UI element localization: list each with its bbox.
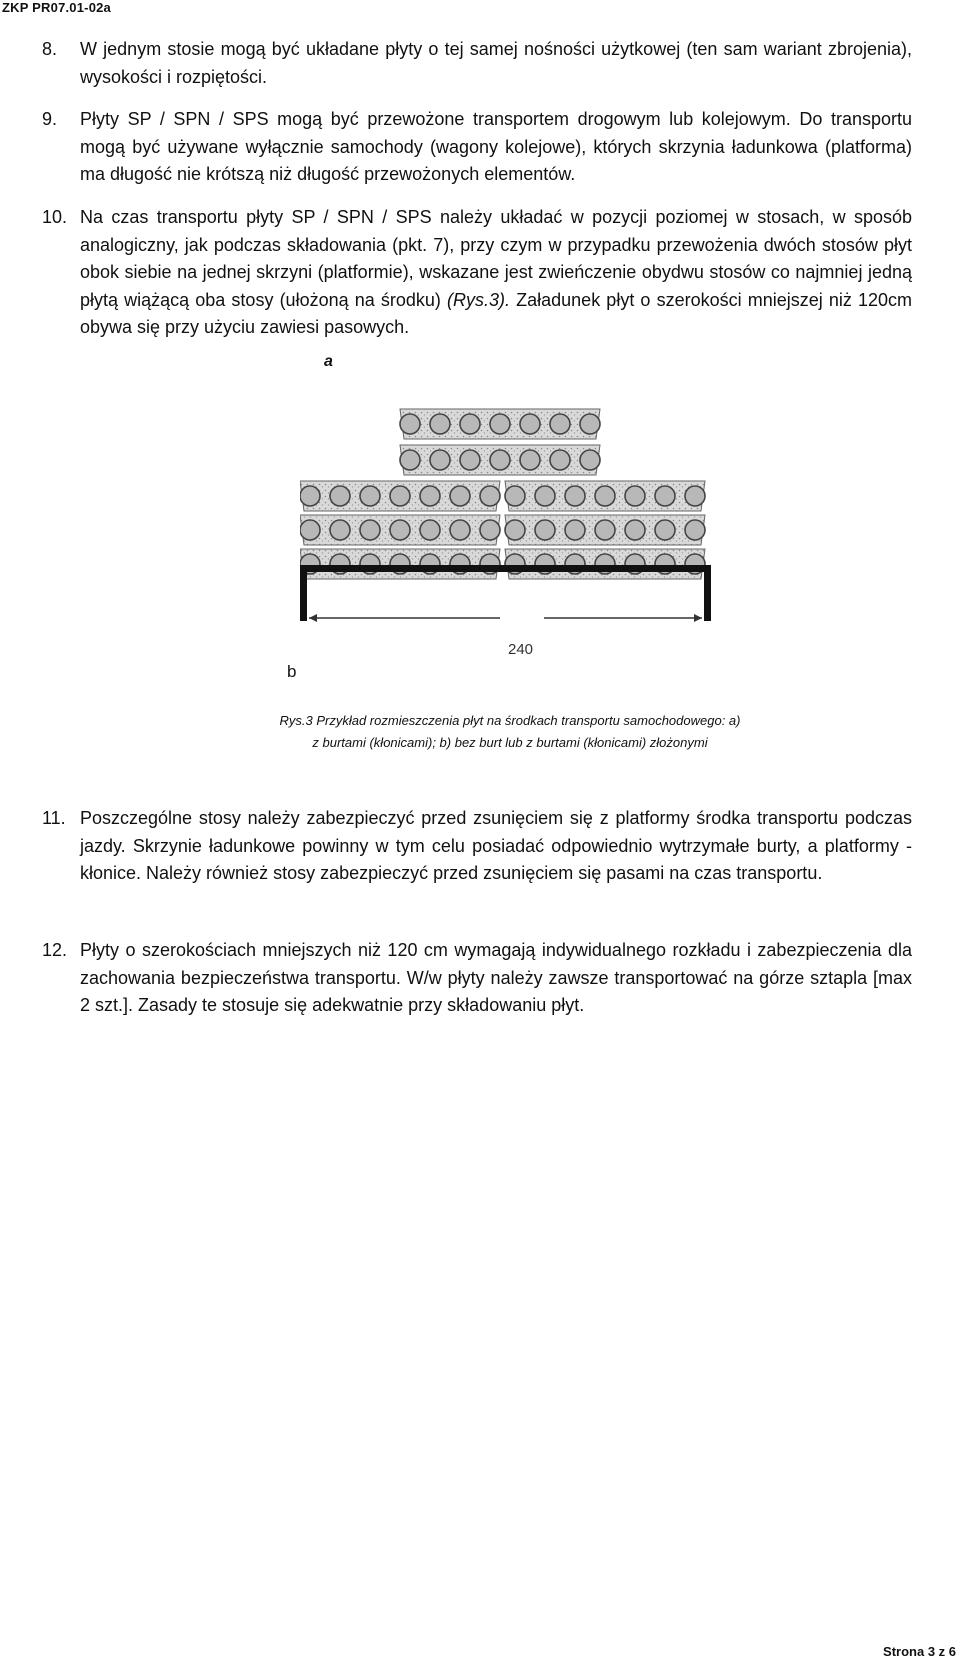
slab-hollow-core [520, 414, 540, 434]
hollow-core-slab [300, 515, 500, 545]
slab-hollow-core [400, 450, 420, 470]
hollow-core-slab [400, 445, 600, 475]
slab-hollow-core [460, 450, 480, 470]
slab-hollow-core [505, 520, 525, 540]
slab-hollow-core [360, 520, 380, 540]
slab-hollow-core [300, 520, 320, 540]
list-item-12 [42, 937, 912, 1020]
slab-hollow-core [430, 450, 450, 470]
slab-hollow-core [595, 520, 615, 540]
slab-hollow-core [430, 414, 450, 434]
slab-hollow-core [360, 486, 380, 506]
slab-stacks [300, 409, 705, 579]
list-item-text: W jednym stosie mogą być układane płyty o tej samej nośności użytkowej (ten sam wariant zbrojenia), wysokości i rozpiętości. [80, 39, 912, 87]
slab-hollow-core [330, 486, 350, 506]
slab-hollow-core [550, 450, 570, 470]
dimension-label: 240 [508, 641, 534, 658]
slab-hollow-core [625, 486, 645, 506]
hollow-core-slab [400, 409, 600, 439]
list-item-8 [42, 36, 912, 91]
slab-hollow-core [520, 450, 540, 470]
slab-hollow-core [390, 486, 410, 506]
slab-hollow-core [400, 414, 420, 434]
slab-hollow-core [685, 486, 705, 506]
hollow-core-slab [505, 549, 705, 579]
list-item-number: 12. [42, 940, 68, 960]
slab-hollow-core [535, 486, 555, 506]
slab-hollow-core [625, 520, 645, 540]
slab-hollow-core [460, 414, 480, 434]
caption-line: z burtami (kłonicami); b) bez burt lub z burtami (kłonicami) złożonymi [312, 735, 708, 750]
slab-hollow-core [655, 520, 675, 540]
list-item-text: Poszczególne stosy należy zabezpieczyć przed zsunięciem się z platformy środka transportu podczas jazdy. Skrzynie ładunkowe powinny w tym celu posiadać odpowiednio wytrzymałe burty, a platformy - kłonice. Należy również stosy zabezpieczyć przed zsunięciem się pasami na czas transportu. [80, 808, 912, 883]
hollow-core-slab [300, 549, 500, 579]
list-item-number: 11. [42, 808, 66, 828]
slab-hollow-core [565, 520, 585, 540]
slab-hollow-core [450, 520, 470, 540]
dimension-line [309, 609, 702, 625]
hollow-core-slab [300, 481, 500, 511]
list-item-text [80, 204, 912, 342]
document-code: ZKP PR07.01-02a [2, 0, 111, 15]
list-item-10 [42, 204, 912, 342]
list-item-text: Płyty o szerokościach mniejszych niż 120 cm wymagają indywidualnego rozkładu i zabezpieczenia dla zachowania bezpieczeństwa transportu. W/w płyty należy zawsze transportować na górze sztapla [max 2 szt.]. Zasady te stosuje się adekwatnie przy składowaniu płyt. [80, 940, 912, 1015]
slab-hollow-core [550, 414, 570, 434]
slab-hollow-core [450, 486, 470, 506]
slab-hollow-core [420, 520, 440, 540]
slab-hollow-core [535, 520, 555, 540]
slab-hollow-core [480, 486, 500, 506]
figure-label-b: b [287, 662, 297, 681]
list-item-number: 10. [42, 207, 68, 227]
slab-hollow-core [490, 414, 510, 434]
list-item-text-part: Na czas transportu płyty SP / SPN / SPS należy układać w pozycji poziomej w stosach, w sposób analogiczny, jak podczas składowania (pkt. 7), przy czym w przypadku przewożenia dwóch stosów płyt obok siebie na jednej skrzyni (platformie), wskazane jest zwieńczenie obydwu stosów co najmniej jedną płytą wiążącą oba stosy (ułożoną na środku) [80, 207, 912, 310]
hollow-core-slab [505, 515, 705, 545]
hollow-core-slab [505, 481, 705, 511]
list-item-text-part: Załadunek płyt o szerokości mniejszej niż 120cm obywa się przy użyciu zawiesi pasowych. [80, 289, 913, 337]
list-item-9 [42, 106, 912, 189]
slab-hollow-core [565, 486, 585, 506]
slab-hollow-core [390, 520, 410, 540]
slab-hollow-core [330, 520, 350, 540]
figure-reference: (Rys.3). [447, 289, 511, 310]
slab-hollow-core [580, 414, 600, 434]
slab-hollow-core [300, 486, 320, 506]
slab-hollow-core [505, 486, 525, 506]
caption-line: Rys.3 Przykład rozmieszczenia płyt na środkach transportu samochodowego: a) [279, 713, 741, 728]
slab-hollow-core [685, 520, 705, 540]
slab-stack-diagram [300, 405, 740, 675]
slab-hollow-core [420, 486, 440, 506]
list-item-11 [42, 805, 912, 888]
list-item-number: 9. [42, 109, 58, 129]
list-item-text: Płyty SP / SPN / SPS mogą być przewożone transportem drogowym lub kolejowym. Do transportu mogą być używane wyłącznie samochody (wagony kolejowe), których skrzynia ładunkowa (platforma) ma długość nie krótszą niż długość przewożonych elementów. [80, 109, 912, 184]
figure-label-a: a [324, 353, 333, 370]
slab-hollow-core [655, 486, 675, 506]
list-item-number: 8. [42, 39, 58, 59]
figure-caption [200, 710, 820, 754]
slab-hollow-core [580, 450, 600, 470]
slab-hollow-core [490, 450, 510, 470]
slab-hollow-core [595, 486, 615, 506]
slab-hollow-core [480, 520, 500, 540]
page-number: Strona 3 z 6 [883, 1644, 956, 1659]
